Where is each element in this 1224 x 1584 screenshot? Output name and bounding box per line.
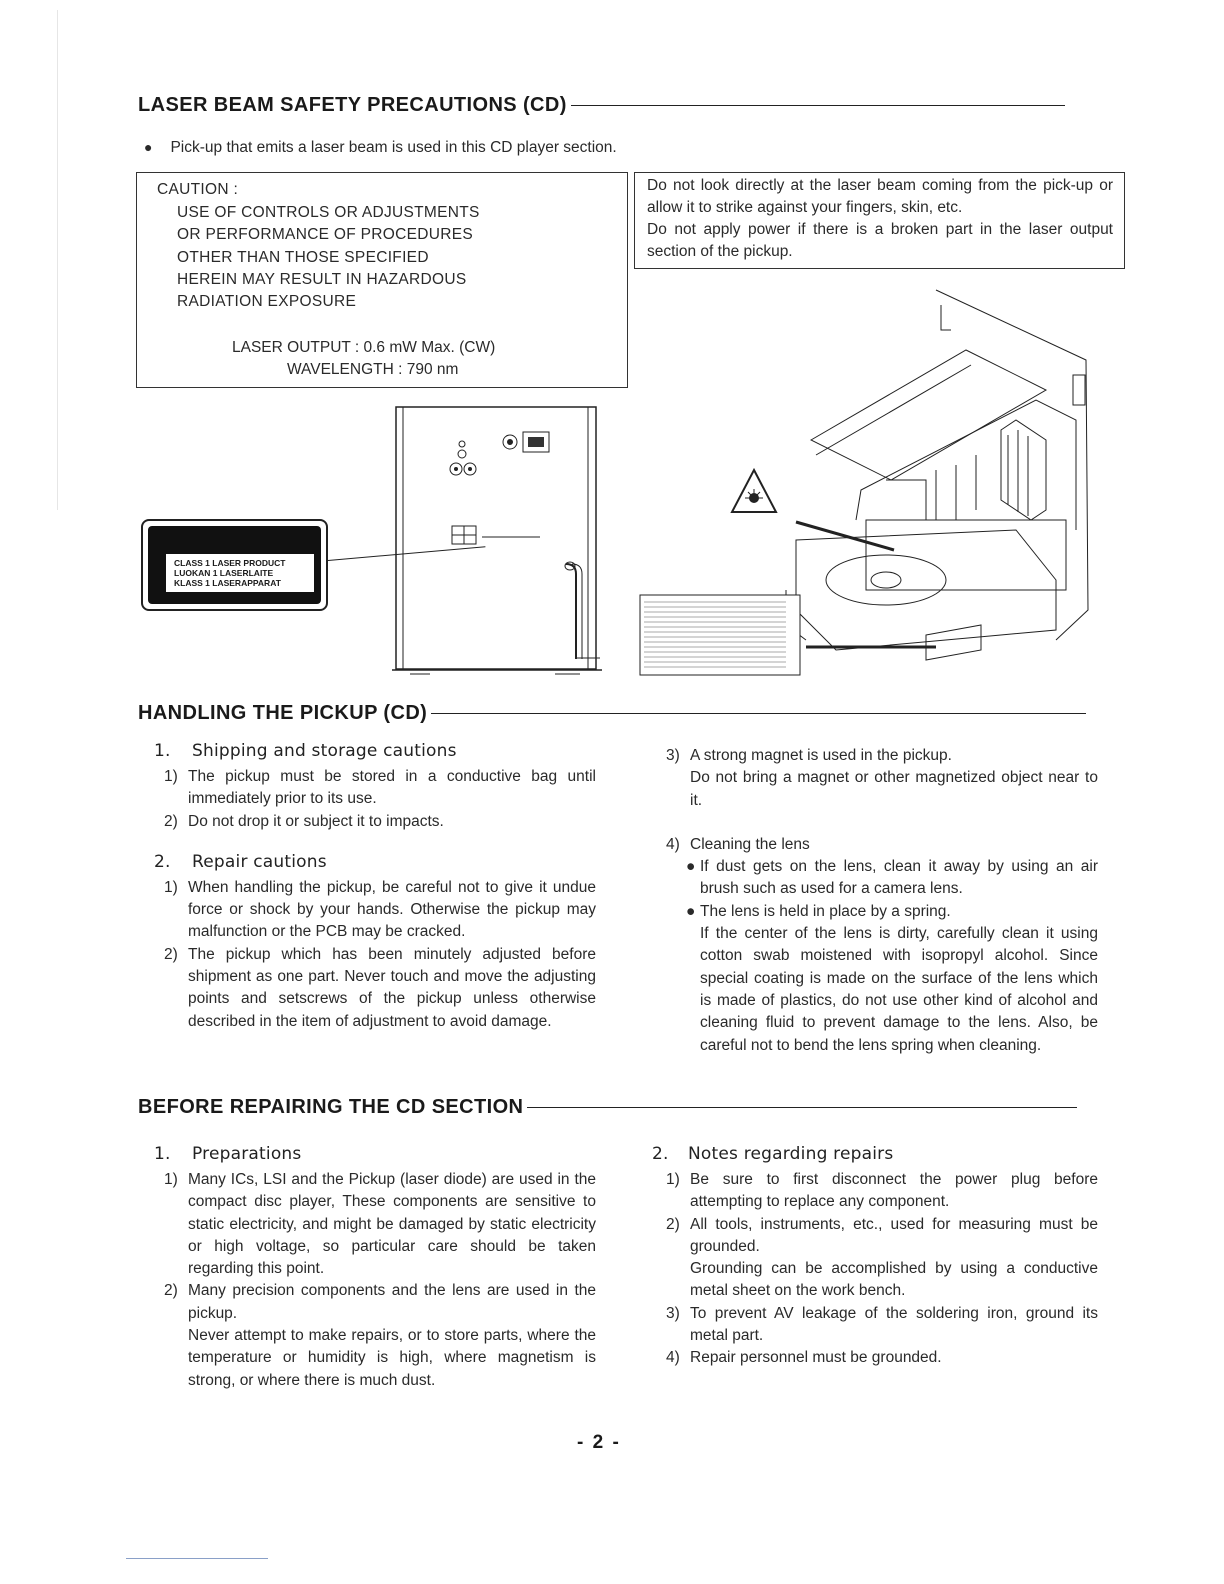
preparations-subheading [138,1143,596,1169]
handling-pickup-heading [138,702,1086,725]
laser-safety-title: LASER BEAM SAFETY PRECAUTIONS (CD) [138,94,567,116]
item-num: 3) [666,1304,680,1322]
item-num: 2) [666,1215,680,1233]
bullet-dot: ● [686,902,696,920]
repair-cautions-subheading [138,851,596,877]
heading-rule [571,105,1065,106]
lens-bullet [686,856,1098,901]
item-text: To prevent AV leakage of the soldering iron, ground its metal part. [690,1304,1098,1345]
item-text: Many ICs, LSI and the Pickup (laser diode) are used in the compact disc player, These components are sensitive to static electricity, and might be damaged by static electricity or high voltage, so particular care should be taken regarding this point. [188,1171,596,1278]
rear-panel-illustration [390,404,612,678]
notes-repairs-subheading [640,1143,1098,1169]
laser-label-text-panel [166,554,314,592]
item-text: Many precision components and the lens are used in the pickup. [188,1282,596,1322]
item-text: Do not bring a magnet or other magnetized object near to it. [690,769,1098,809]
sub-num: 1. [154,741,171,761]
laser-bullet [144,136,617,159]
item-num: 2) [164,1282,178,1300]
list-item [640,1347,1098,1369]
scan-margin-line [57,10,58,510]
item-num: 4) [666,835,680,853]
item-text: All tools, instruments, etc., used for measuring must be grounded. [690,1215,1098,1255]
warning-text-1: Do not look directly at the laser beam coming from the pick-up or allow it to strike against your fingers, skin, etc. [647,177,1113,217]
item-text: The pickup must be stored in a conductive bag until immediately prior to its use. [188,768,596,808]
heading-rule [527,1107,1077,1108]
item-num: 1) [164,878,178,896]
before-repair-heading [138,1096,1077,1119]
item-text: Grounding can be accomplished by using a conductive metal sheet on the work bench. [690,1260,1098,1300]
item-text: A strong magnet is used in the pickup. [690,747,952,764]
bullet-text: If dust gets on the lens, clean it away by using an air brush such as used for a camera lens. [700,858,1098,898]
item-text: Do not drop it or subject it to impacts. [188,812,444,830]
warning-box [634,172,1125,269]
list-item [138,1169,596,1280]
item-num: 1) [164,768,178,785]
laser-bullet-text: Pick-up that emits a laser beam is used in this CD player section. [170,139,617,156]
sub-num: 2. [154,851,171,872]
laser-label-plate-inner [148,526,321,604]
laser-label-plate [141,519,328,611]
before-repair-left-column [138,1143,596,1392]
bullet-text: The lens is held in place by a spring. [700,902,951,920]
item-text: Never attempt to make repairs, or to store parts, where the temperature or humidity is high, where magnetism is strong, or where there is much dust. [188,1327,596,1389]
shipping-subheading [138,740,596,766]
bullet-dot: ● [144,139,153,155]
caution-line: OR PERFORMANCE OF PROCEDURES [177,226,474,244]
list-item [138,1280,596,1391]
list-item [640,1169,1098,1214]
lens-bullet [686,901,1098,923]
item-num: 3) [666,747,680,764]
laser-output: LASER OUTPUT : 0.6 mW Max. (CW) [232,339,496,356]
chassis-illustration [636,280,1106,680]
label-line-1: CLASS 1 LASER PRODUCT [174,558,286,568]
laser-safety-heading [138,94,1065,117]
list-item [138,944,596,1033]
page-number: - 2 - [577,1432,621,1453]
list-item [138,811,596,833]
label-line-2: LUOKAN 1 LASERLAITE [174,568,274,578]
before-repair-title: BEFORE REPAIRING THE CD SECTION [138,1096,524,1118]
item-num: 1) [666,1171,680,1188]
caution-text [177,202,480,313]
sub-title: Repair cautions [192,851,327,872]
label-line-3: KLASS 1 LASERAPPARAT [174,578,281,588]
sub-title: Preparations [192,1144,302,1164]
list-item [138,766,596,811]
caution-line: RADIATION EXPOSURE [177,293,357,311]
list-item [640,834,1098,1057]
item-text: When handling the pickup, be careful not to give it undue force or shock by your hands. Otherwise the pickup may malfunction or the PCB may be cracked. [188,878,596,941]
item-num: 1) [164,1171,178,1188]
list-item [640,745,1098,812]
caution-line: USE OF CONTROLS OR ADJUSTMENTS [177,204,480,221]
caution-line: OTHER THAN THOSE SPECIFIED [177,248,429,266]
caution-line: HEREIN MAY RESULT IN HAZARDOUS [177,270,467,288]
handling-right-column [640,745,1098,1057]
lens-paragraph: If the center of the lens is dirty, carefully clean it using cotton swab moistened with isopropyl alcohol. Since special coating is made on the surface of the lens which is made of plastics, do not use other kind of alcohol and cleaning fluid to prevent damage to the lens. Also, be careful not to bend the lens spring when cleaning. [700,925,1098,1054]
wavelength: WAVELENGTH : 790 nm [287,361,459,378]
sub-num: 2. [652,1144,669,1164]
before-repair-right-column [640,1143,1098,1370]
item-text: Cleaning the lens [690,835,810,853]
list-item [640,1303,1098,1348]
list-item [138,877,596,944]
item-num: 2) [164,945,178,963]
list-item [640,1214,1098,1303]
scan-bottom-line [126,1558,268,1559]
heading-rule [431,713,1086,714]
item-text: The pickup which has been minutely adjusted before shipment as one part. Never touch and move the adjusting points and setscrews of the pickup unless otherwise described in the item of adjustment to avoid damage. [188,945,596,1030]
sub-num: 1. [154,1144,171,1164]
bullet-dot: ● [686,858,696,876]
caution-box [136,172,628,388]
warning-text-2: Do not apply power if there is a broken part in the laser output section of the pickup. [647,221,1113,261]
item-num: 2) [164,812,178,830]
handling-pickup-title: HANDLING THE PICKUP (CD) [138,702,428,724]
caution-label: CAUTION : [157,181,239,198]
item-text: Repair personnel must be grounded. [690,1349,942,1367]
item-text: Be sure to first disconnect the power plug before attempting to replace any component. [690,1171,1098,1211]
item-num: 4) [666,1349,680,1367]
sub-title: Notes regarding repairs [688,1144,894,1164]
sub-title: Shipping and storage cautions [192,741,457,761]
handling-left-column [138,740,596,1033]
